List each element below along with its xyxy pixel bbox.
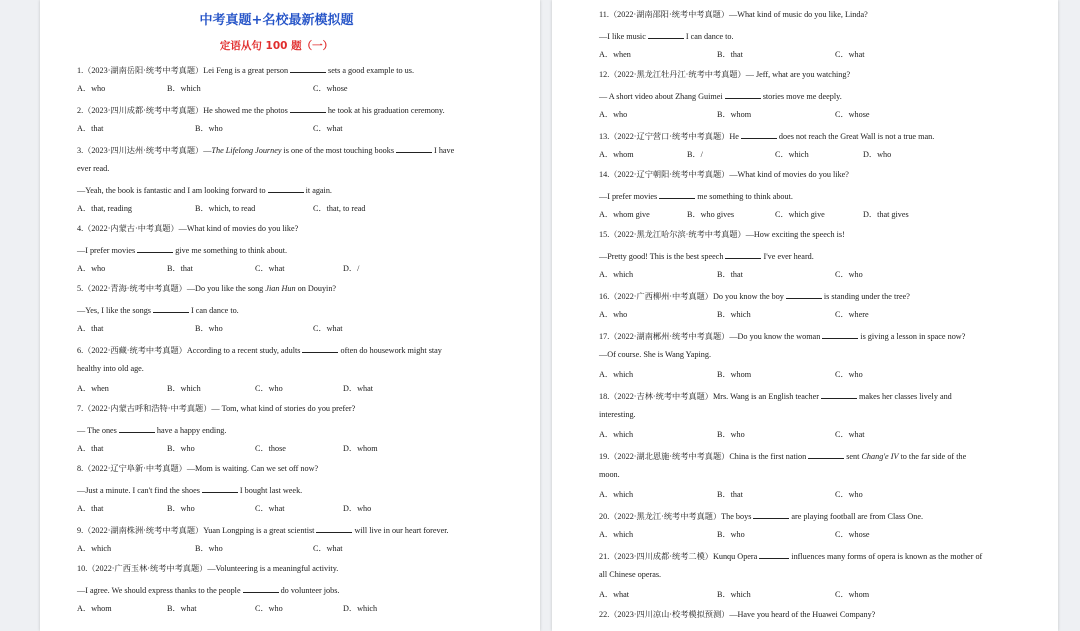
question-18-line-2: interesting.	[599, 410, 636, 419]
question-5-line-2: —Yes, I like the songs I can dance to.	[77, 306, 239, 315]
question-22: 22.（2023·四川凉山·校考模拟预测）—Have you heard of the Huawei Company?	[599, 610, 876, 619]
page-title: 中考真题+名校最新模拟题	[199, 13, 354, 28]
document-page-right: 11.（2022·湖南邵阳·统考中考真题）—What kind of music do you like, Linda? —I like music I can dance to. A．when B．that C．what 12.（2022·黑龙江牡丹江·统考中考真题）— Jeff, what are you watching? — A short video about Zhang Guimei stories move me deeply. A．who B．whom C．whose 13.（2022·辽宁营口·统考中考真题）He does not reach the Great Wall is not a true man. A．whom B．/ C．which D．who 14.（2022·辽宁朝阳·统考中考真题）—What kind of movies do you like? —I prefer movies me something to think about. A．whom give B．who gives C．which give D．that gives 15.（2022·黑龙江哈尔滨·统考中考真题）—How exciting the speech is! —Pretty good! This is the best speech I've ever heard. A．which B．that C．who 16.（2022·广西柳州·中考真题）Do you know the boy is standing under the tree? A．who B．which C．where 17.（2022·湖南郴州·统考中考真题）—Do you know the woman is giving a lesson in space now? —Of course. She is Wang Yaping. A．which B．whom C．who 18.（2022·吉林·统考中考真题）Mrs. Wang is an English teacher makes her classes lively and interesting. A．which B．who C．what 19.（2022·湖北恩施·统考中考真题）China is the first nation sent Chang'e IV to the far side of the moon. A．which B．that C．who 20.（2022·黑龙江·统考中考真题）The boys are playing football are from Class One. A．which B．who C．whose 21.（2023·四川成都·统考二模）Kunqu Opera influences many forms of opera is known as the mother of all Chinese operas. A．what B．which C．whom 22.（2023·四川凉山·校考模拟预测）—Have you heard of the Huawei Company?	[552, 0, 1058, 631]
question-3-line-2: ever read.	[77, 164, 110, 173]
question-17-line-2: —Of course. She is Wang Yaping.	[599, 350, 711, 359]
question-1: 1.（2023·湖南岳阳·统考中考真题）Lei Feng is a great person sets a good example to us.	[77, 66, 414, 75]
question-14-line-2: —I prefer movies me something to think about.	[599, 192, 793, 201]
question-4-line-2: —I prefer movies give me something to think about.	[77, 246, 288, 255]
question-7: 7.（2022·内蒙古呼和浩特·中考真题）— Tom, what kind of stories do you prefer?	[77, 404, 356, 413]
question-3: 3.（2023·四川达州·统考中考真题）—The Lifelong Journey is one of the most touching books I have	[77, 146, 455, 155]
question-8: 8.（2022·辽宁阜新·中考真题）—Mom is waiting. Can we set off now?	[77, 464, 319, 473]
question-11: 11.（2022·湖南邵阳·统考中考真题）—What kind of music do you like, Linda?	[599, 10, 868, 19]
question-15: 15.（2022·黑龙江哈尔滨·统考中考真题）—How exciting the speech is!	[599, 230, 845, 239]
question-4: 4.（2022·内蒙古·中考真题）—What kind of movies do you like?	[77, 224, 299, 233]
question-18: 18.（2022·吉林·统考中考真题）Mrs. Wang is an English teacher makes her classes lively and	[599, 392, 952, 401]
question-8-line-2: —Just a minute. I can't find the shoes I bought last week.	[77, 486, 303, 495]
question-9: 9.（2022·湖南株洲·统考中考真题）Yuan Longping is a great scientist will live in our heart forever.	[77, 526, 449, 535]
question-5: 5.（2022·青海·统考中考真题）—Do you like the song Jian Hun on Douyin?	[77, 284, 337, 293]
question-19: 19.（2022·湖北恩施·统考中考真题）China is the first nation sent Chang'e IV to the far side of the	[599, 452, 967, 461]
question-10: 10.（2022·广西玉林·统考中考真题）—Volunteering is a meaningful activity.	[77, 564, 339, 573]
question-15-line-2: —Pretty good! This is the best speech I've ever heard.	[599, 252, 814, 261]
question-2: 2.（2023·四川成都·统考中考真题）He showed me the photos he took at his graduation ceremony.	[77, 106, 445, 115]
page-subtitle: 定语从句 100 题（一）	[219, 40, 334, 52]
question-14: 14.（2022·辽宁朝阳·统考中考真题）—What kind of movies do you like?	[599, 170, 849, 179]
question-6: 6.（2022·西藏·统考中考真题）According to a recent study, adults often do housework might stay	[77, 346, 442, 355]
question-16: 16.（2022·广西柳州·中考真题）Do you know the boy is standing under the tree?	[599, 292, 910, 301]
document-page-left: 中考真题+名校最新模拟题 定语从句 100 题（一） 1.（2023·湖南岳阳·统考中考真题）Lei Feng is a great person sets a good example to us. A．who B．which C．whose 2.（2023·四川成都·统考中考真题）He showed me the photos he took at his graduation ceremony. A．that B．who C．what 3.（2023·四川达州·统考中考真题）—The Lifelong Journey is one of the most touching books I have ever read. —Yeah, the book is fantastic and I am looking forward to it again. A．that, reading B．which, to read C．that, to read 4.（2022·内蒙古·中考真题）—What kind of movies do you like? —I prefer movies give me something to think about. A．who B．that C．what D．/ 5.（2022·青海·统考中考真题）—Do you like the song Jian Hun on Douyin? —Yes, I like the songs I can dance to. A．that B．who C．what 6.（2022·西藏·统考中考真题）According to a recent study, adults often do housework might stay healthy into old age. A．when B．which C．who D．what 7.（2022·内蒙古呼和浩特·中考真题）— Tom, what kind of stories do you prefer? — The ones have a happy ending. A．that B．who C．those D．whom 8.（2022·辽宁阜新·中考真题）—Mom is waiting. Can we set off now? —Just a minute. I can't find the shoes I bought last week. A．that B．who C．what D．who 9.（2022·湖南株洲·统考中考真题）Yuan Longping is a great scientist will live in our heart forever. A．which B．who C．what 10.（2022·广西玉林·统考中考真题）—Volunteering is a meaningful activity. —I agree. We should express thanks to the people do volunteer jobs. A．whom B．what C．who D．which	[40, 0, 540, 631]
question-6-line-2: healthy into old age.	[77, 364, 144, 373]
question-21: 21.（2023·四川成都·统考二模）Kunqu Opera influences many forms of opera is known as the mother of	[599, 552, 983, 561]
question-13: 13.（2022·辽宁营口·统考中考真题）He does not reach the Great Wall is not a true man.	[599, 132, 935, 141]
question-11-line-2: —I like music I can dance to.	[599, 32, 734, 41]
question-7-line-2: — The ones have a happy ending.	[77, 426, 227, 435]
question-12: 12.（2022·黑龙江牡丹江·统考中考真题）— Jeff, what are you watching?	[599, 70, 851, 79]
question-21-line-2: all Chinese operas.	[599, 570, 662, 579]
question-3-line-3: —Yeah, the book is fantastic and I am looking forward to it again.	[77, 186, 332, 195]
question-19-line-2: moon.	[599, 470, 620, 479]
question-17: 17.（2022·湖南郴州·统考中考真题）—Do you know the woman is giving a lesson in space now?	[599, 332, 966, 341]
question-20: 20.（2022·黑龙江·统考中考真题）The boys are playing football are from Class One.	[599, 512, 924, 521]
question-12-line-2: — A short video about Zhang Guimei stories move me deeply.	[599, 92, 842, 101]
question-10-line-2: —I agree. We should express thanks to the people do volunteer jobs.	[77, 586, 340, 595]
